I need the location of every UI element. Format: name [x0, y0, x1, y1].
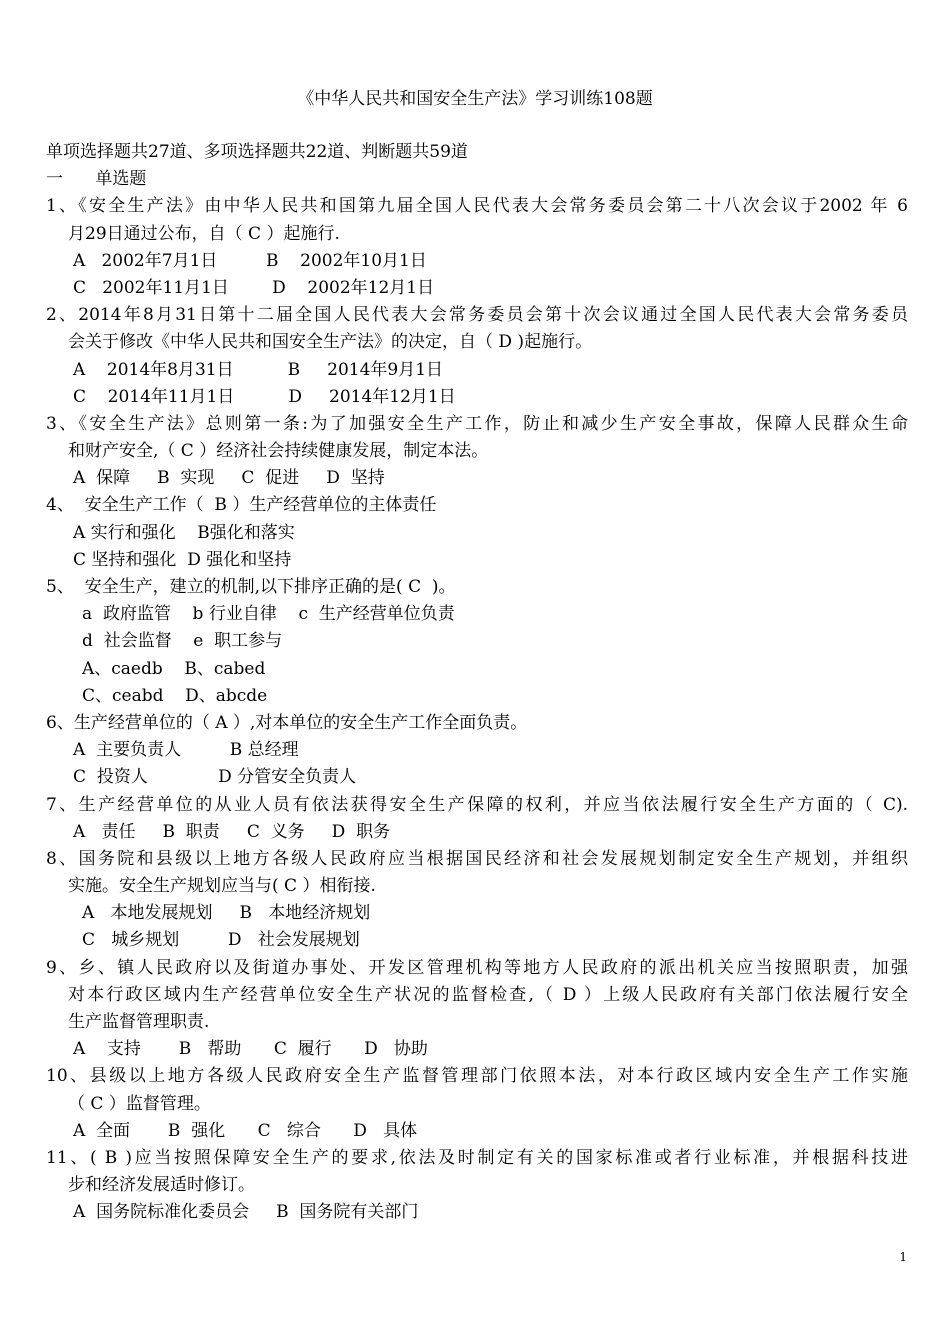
- document-body: [46, 139, 908, 1227]
- text-line: A 2014年8月31日 B 2014年9月1日: [73, 359, 444, 380]
- text-line: A 支持 B 帮助 C 履行 D 协助: [73, 1039, 428, 1060]
- text-line: A 保障 B 实现 C 促进 D 坚持: [73, 468, 385, 489]
- text-line: 6、生产经营单位的（ A ）,对本单位的安全生产工作全面负责。: [46, 712, 528, 733]
- text-line: 5、 安全生产，建立的机制,以下排序正确的是( C )。: [46, 577, 456, 597]
- text-line: 11、( B )应当按照保障安全生产的要求,依法及时制定有关的国家标准或者行业标准，并根据科技进: [46, 1147, 908, 1168]
- text-line: C、ceabd D、abcde: [82, 685, 268, 706]
- text-line: 对本行政区域内生产经营单位安全生产状况的监督检查,（ D ）上级人民政府有关部门依法履行安全: [68, 984, 908, 1005]
- text-line: A 主要负责人 B 总经理: [73, 740, 299, 761]
- text-line: A 实行和强化 B强化和落实: [73, 522, 295, 543]
- text-line: （ C ）监督管理。: [68, 1093, 211, 1114]
- text-line: 实施。安全生产规划应当与( C ）相衔接.: [68, 876, 376, 897]
- text-line: 会关于修改《中华人民共和国安全生产法》的决定，自（ D )起施行。: [68, 332, 593, 353]
- text-line: 7、生产经营单位的从业人员有依法获得安全生产保障的权利，并应当依法履行安全生产方面的（ C).: [46, 794, 908, 815]
- text-line: C 2014年11月1日 D 2014年12月1日: [73, 386, 456, 407]
- text-line: C 投资人 D 分管安全负责人: [73, 767, 357, 788]
- text-line: 8、国务院和县级以上地方各级人民政府应当根据国民经济和社会发展规划制定安全生产规划，并组织: [46, 848, 908, 869]
- text-line: 和财产安全,（ C ）经济社会持续健康发展，制定本法。: [68, 441, 489, 462]
- page-number: 1: [899, 1250, 907, 1264]
- text-line: C 坚持和强化 D 强化和坚持: [73, 549, 292, 570]
- text-line: A 国务院标准化委员会 B 国务院有关部门: [73, 1202, 419, 1223]
- text-line: C 2002年11月1日 D 2002年12月1日: [73, 277, 435, 298]
- text-line: 10、县级以上地方各级人民政府安全生产监督管理部门依照本法，对本行政区域内安全生产工作实施: [46, 1066, 908, 1087]
- text-line: C 城乡规划 D 社会发展规划: [82, 930, 360, 951]
- text-line: A 本地发展规划 B 本地经济规划: [82, 903, 371, 924]
- text-line: 3、《安全生产法》总则第一条:为了加强安全生产工作，防止和减少生产安全事故，保障人民群众生命: [46, 413, 908, 434]
- text-line: A 2002年7月1日 B 2002年10月1日: [73, 250, 427, 271]
- text-line: 一 单选题: [46, 169, 147, 190]
- text-line: 9、乡、镇人民政府以及街道办事处、开发区管理机构等地方人民政府的派出机关应当按照职责，加强: [46, 957, 908, 978]
- text-line: A、caedb B、cabed: [82, 658, 266, 679]
- text-line: 月29日通过公布，自（ C ）起施行.: [68, 223, 340, 244]
- text-line: 4、 安全生产工作（ B ）生产经营单位的主体责任: [46, 495, 437, 516]
- text-line: A 全面 B 强化 C 综合 D 具体: [73, 1120, 418, 1141]
- document-title: 《中华人民共和国安全生产法》学习训练108题: [297, 89, 653, 109]
- text-line: 1、《安全生产法》由中华人民共和国第九届全国人民代表大会常务委员会第二十八次会议于2002 年 6: [46, 196, 908, 217]
- text-line: A 责任 B 职责 C 义务 D 职务: [73, 821, 391, 842]
- text-line: 生产监督管理职责.: [68, 1012, 210, 1032]
- text-line: a 政府监管 b 行业自律 c 生产经营单位负责: [82, 604, 455, 625]
- text-line: d 社会监督 e 职工参与: [82, 631, 283, 652]
- text-line: 步和经济发展适时修订。: [68, 1175, 255, 1196]
- text-line: 单项选择题共27道、多项选择题共22道、判断题共59道: [46, 142, 468, 162]
- text-line: 2、2014年8月31日第十二届全国人民代表大会常务委员会第十次会议通过全国人民代表大会常务委员: [46, 305, 908, 326]
